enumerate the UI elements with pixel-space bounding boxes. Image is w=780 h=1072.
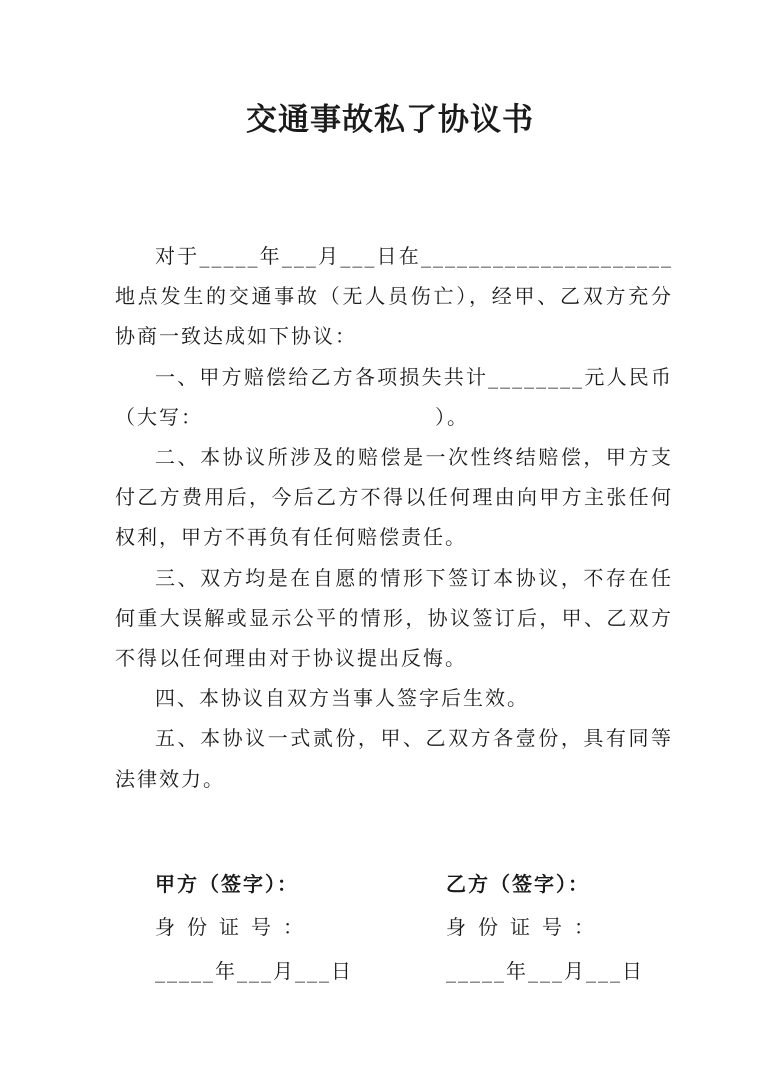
document-title: 交通事故私了协议书: [246, 102, 534, 138]
party-b-id-label: 身份证号：: [446, 915, 606, 939]
party-a-id-label: 身份证号：: [155, 915, 315, 939]
party-a-signature-label: 甲方（签字）：: [155, 872, 299, 896]
paragraph-clause-1: 一、甲方赔偿给乙方各项损失共计________元人民币（大写： ）。: [115, 364, 673, 429]
party-b-signature-label: 乙方（签字）：: [446, 872, 590, 896]
party-b-date: _____年___月___日: [446, 959, 644, 983]
paragraph-clause-5: 五、本协议一式贰份，甲、乙双方各壹份，具有同等法律效力。: [115, 726, 673, 791]
paragraph-clause-2: 二、本协议所涉及的赔偿是一次性终结赔偿，甲方支付乙方费用后，今后乙方不得以任何理由向甲方主张任何权利，甲方不再负有任何赔偿责任。: [115, 445, 673, 550]
party-a-date: _____年___月___日: [155, 959, 353, 983]
paragraph-intro: 对于_____年___月___日在_____________________地点发生的交通事故（无人员伤亡），经甲、乙双方充分协商一致达成如下协议：: [115, 244, 673, 349]
document-body: [115, 236, 673, 799]
paragraph-clause-3: 三、双方均是在自愿的情形下签订本协议，不存在任何重大误解或显示公平的情形，协议签订后，甲、乙双方不得以任何理由对于协议提出反悔。: [115, 565, 673, 671]
paragraph-clause-4: 四、本协议自双方当事人签字后生效。: [155, 686, 529, 711]
